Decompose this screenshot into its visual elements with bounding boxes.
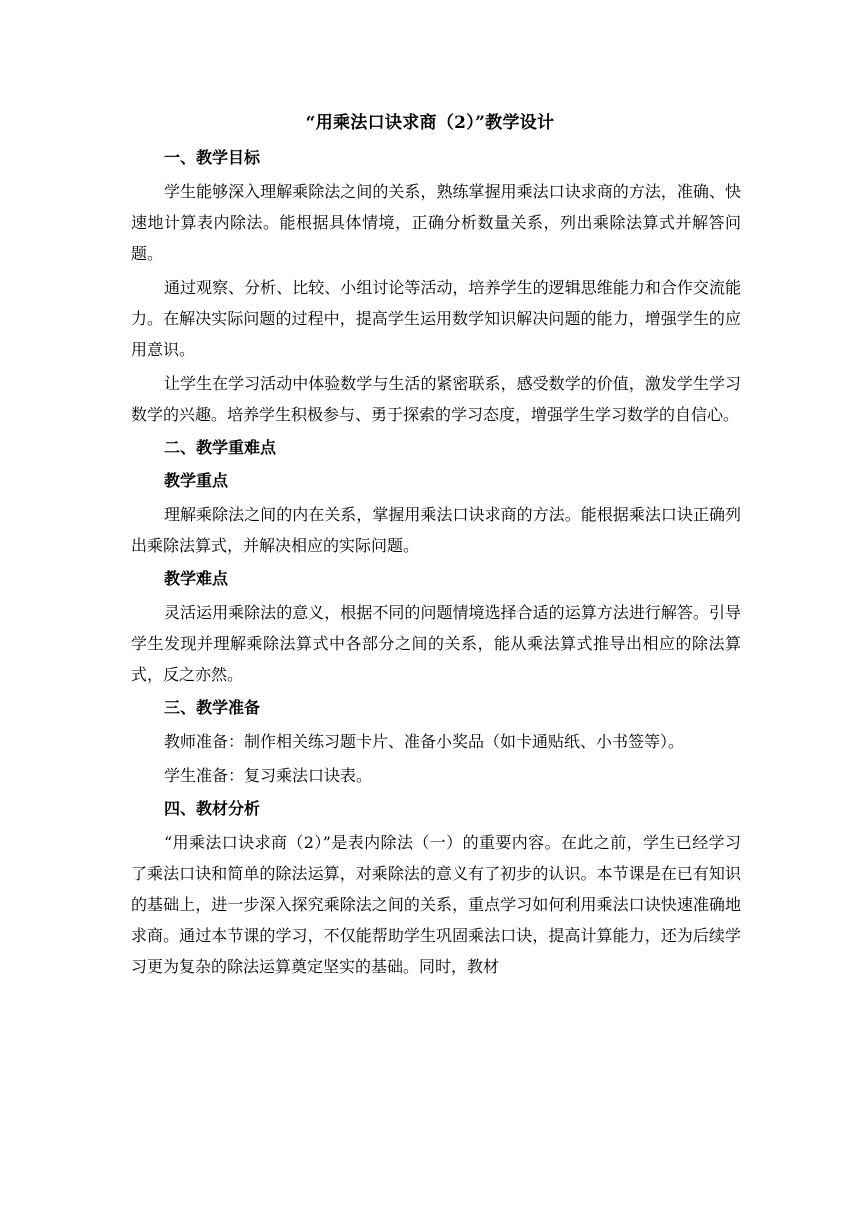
- difficulty-paragraph: 灵活运用乘除法的意义，根据不同的问题情境选择合适的运算方法进行解答。引导学生发现并理解乘除法算式中各部分之间的关系，能从乘法算式推导出相应的除法算式，反之亦然。: [131, 603, 741, 684]
- document-title: “用乘法口诀求商（2）”教学设计: [305, 113, 555, 133]
- section-heading-key-points: 二、教学重难点: [164, 438, 277, 457]
- goals-paragraph-knowledge: 学生能够深入理解乘除法之间的关系，熟练掌握用乘法口诀求商的方法，准确、快速地计算表内除法。能根据具体情境，正确分析数量关系，列出乘除法算式并解答问题。: [131, 182, 741, 263]
- section-heading-preparation: 三、教学准备: [164, 698, 261, 717]
- section-heading-goals: 一、教学目标: [164, 148, 261, 167]
- goals-paragraph-emotion: 让学生在学习活动中体验数学与生活的紧密联系，感受数学的价值，激发学生学习数学的兴趣。培养学生积极参与、勇于探索的学习态度，增强学生学习数学的自信心。: [131, 374, 741, 424]
- subheading-difficulty: 教学难点: [164, 569, 229, 588]
- goals-paragraph-ability: 通过观察、分析、比较、小组讨论等活动，培养学生的逻辑思维能力和合作交流能力。在解决实际问题的过程中，提高学生运用数学知识解决问题的能力，增强学生的应用意识。: [131, 278, 741, 359]
- document-body: [131, 143, 741, 985]
- focus-paragraph: 理解乘除法之间的内在关系，掌握用乘法口诀求商的方法。能根据乘法口诀正确列出乘除法算式，并解决相应的实际问题。: [131, 505, 741, 555]
- subheading-focus: 教学重点: [164, 471, 229, 490]
- student-preparation: 学生准备：复习乘法口诀表。: [164, 766, 373, 785]
- teacher-preparation: 教师准备：制作相关练习题卡片、准备小奖品（如卡通贴纸、小书签等）。: [164, 732, 685, 751]
- analysis-paragraph: “用乘法口诀求商（2）”是表内除法（一）的重要内容。在此之前，学生已经学习了乘法口诀和简单的除法运算，对乘除法的意义有了初步的认识。本节课是在已有知识的基础上，进一步深入探究乘除法之间的关系，重点学习如何利用乘法口诀快速准确地求商。通过本节课的学习，不仅能帮助学生巩固乘法口诀，提高计算能力，还为后续学习更为复杂的除法运算奠定坚实的基础。同时，教材: [131, 833, 741, 976]
- section-heading-analysis: 四、教材分析: [164, 799, 261, 818]
